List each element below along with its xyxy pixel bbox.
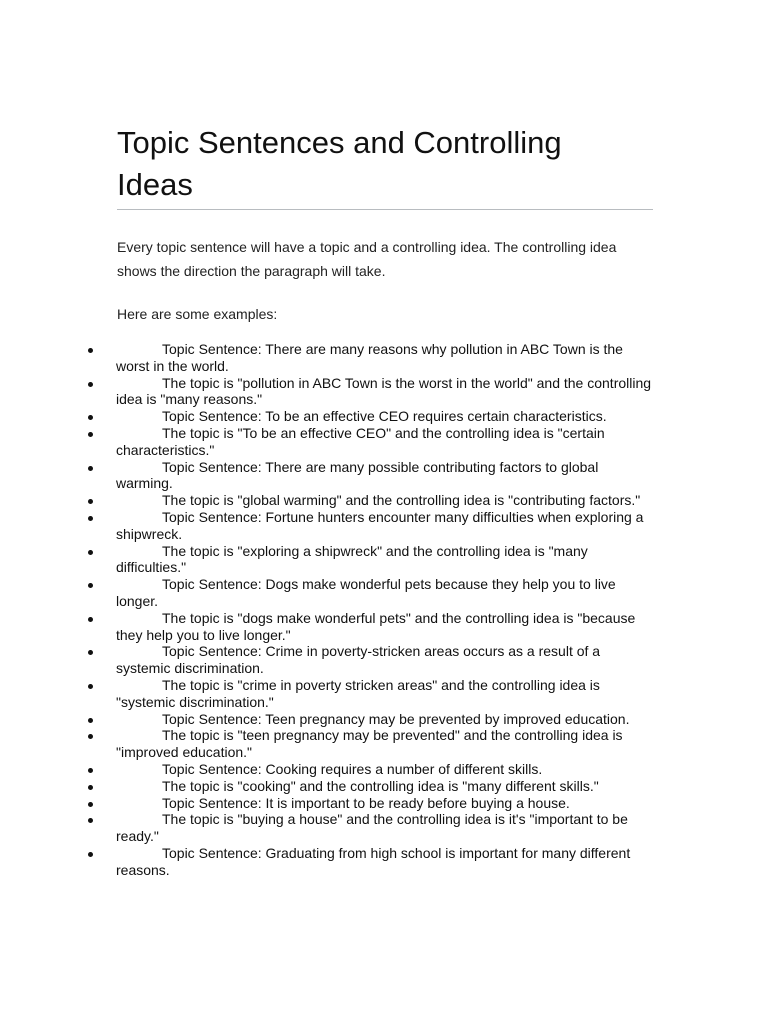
list-item-text: Topic Sentence: There are many possible contributing factors to global warming. bbox=[116, 458, 599, 492]
page-title: Topic Sentences and Controlling Ideas bbox=[117, 125, 562, 202]
list-item bbox=[116, 509, 656, 543]
list-item bbox=[116, 492, 656, 509]
bullet-icon bbox=[88, 684, 93, 689]
bullet-icon bbox=[88, 768, 93, 773]
list-item bbox=[116, 341, 656, 375]
bullet-icon bbox=[88, 516, 93, 521]
bullet-icon bbox=[88, 650, 93, 655]
bullet-icon bbox=[88, 785, 93, 790]
list-item bbox=[116, 643, 656, 677]
list-item-text: The topic is "teen pregnancy may be prevented" and the controlling idea is "improved education." bbox=[116, 727, 623, 761]
list-item-text: Topic Sentence: Crime in poverty-stricken areas occurs as a result of a systemic discrimination. bbox=[116, 643, 601, 677]
list-item bbox=[116, 459, 656, 493]
list-item bbox=[116, 677, 656, 711]
examples-label: Here are some examples: bbox=[117, 306, 278, 322]
list-item-text: The topic is "crime in poverty stricken areas" and the controlling idea is "systemic discrimination." bbox=[116, 676, 600, 710]
bullet-icon bbox=[88, 466, 93, 471]
list-item bbox=[116, 811, 656, 845]
intro-paragraph: Every topic sentence will have a topic and a controlling idea. The controlling idea shows the direction the paragraph will take. bbox=[117, 239, 617, 279]
list-item-text: The topic is "pollution in ABC Town is the worst in the world" and the controlling idea is "many reasons." bbox=[116, 374, 652, 408]
title-divider bbox=[117, 209, 653, 210]
list-item-text: The topic is "buying a house" and the controlling idea is it's "important to be ready." bbox=[116, 811, 628, 845]
bullet-icon bbox=[88, 415, 93, 420]
list-item-text: The topic is "global warming" and the controlling idea is "contributing factors." bbox=[162, 492, 641, 509]
list-item bbox=[116, 576, 656, 610]
bullet-icon bbox=[88, 348, 93, 353]
list-item bbox=[116, 727, 656, 761]
list-item-text: Topic Sentence: Cooking requires a number of different skills. bbox=[162, 760, 543, 777]
bullet-icon bbox=[88, 718, 93, 723]
list-item bbox=[116, 610, 656, 644]
bullet-icon bbox=[88, 550, 93, 555]
list-item bbox=[116, 711, 656, 728]
list-item-text: The topic is "To be an effective CEO" and the controlling idea is "certain characteristics." bbox=[116, 424, 605, 458]
bullet-icon bbox=[88, 499, 93, 504]
list-item bbox=[116, 375, 656, 409]
list-item-text: Topic Sentence: Dogs make wonderful pets because they help you to live longer. bbox=[116, 576, 616, 609]
list-item-text: The topic is "dogs make wonderful pets" and the controlling idea is "because they help you to live longer." bbox=[116, 609, 636, 643]
bullet-icon bbox=[88, 734, 93, 739]
list-item-text: The topic is "exploring a shipwreck" and the controlling idea is "many difficulties." bbox=[116, 542, 588, 576]
list-item bbox=[116, 543, 656, 577]
list-item bbox=[116, 761, 656, 778]
list-item-text: Topic Sentence: It is important to be ready before buying a house. bbox=[162, 794, 570, 811]
bullet-icon bbox=[88, 818, 93, 823]
list-item-text: The topic is "cooking" and the controlling idea is "many different skills." bbox=[162, 777, 599, 794]
bullet-icon bbox=[88, 432, 93, 437]
bullet-icon bbox=[88, 583, 93, 588]
list-item-text: Topic Sentence: Graduating from high school is important for many different reasons. bbox=[116, 844, 631, 878]
bullet-icon bbox=[88, 852, 93, 857]
bullet-icon bbox=[88, 802, 93, 807]
bullet-icon bbox=[88, 382, 93, 387]
list-item bbox=[116, 408, 656, 425]
examples-list bbox=[116, 341, 656, 879]
list-item bbox=[116, 425, 656, 459]
list-item bbox=[116, 778, 656, 795]
list-item bbox=[116, 795, 656, 812]
bullet-icon bbox=[88, 617, 93, 622]
list-item-text: Topic Sentence: There are many reasons why pollution in ABC Town is the worst in the world. bbox=[116, 341, 623, 374]
list-item-text: Topic Sentence: To be an effective CEO requires certain characteristics. bbox=[162, 408, 607, 425]
list-item-text: Topic Sentence: Fortune hunters encounter many difficulties when exploring a shipwreck. bbox=[116, 508, 644, 542]
list-item-text: Topic Sentence: Teen pregnancy may be prevented by improved education. bbox=[162, 710, 630, 727]
list-item bbox=[116, 845, 656, 879]
